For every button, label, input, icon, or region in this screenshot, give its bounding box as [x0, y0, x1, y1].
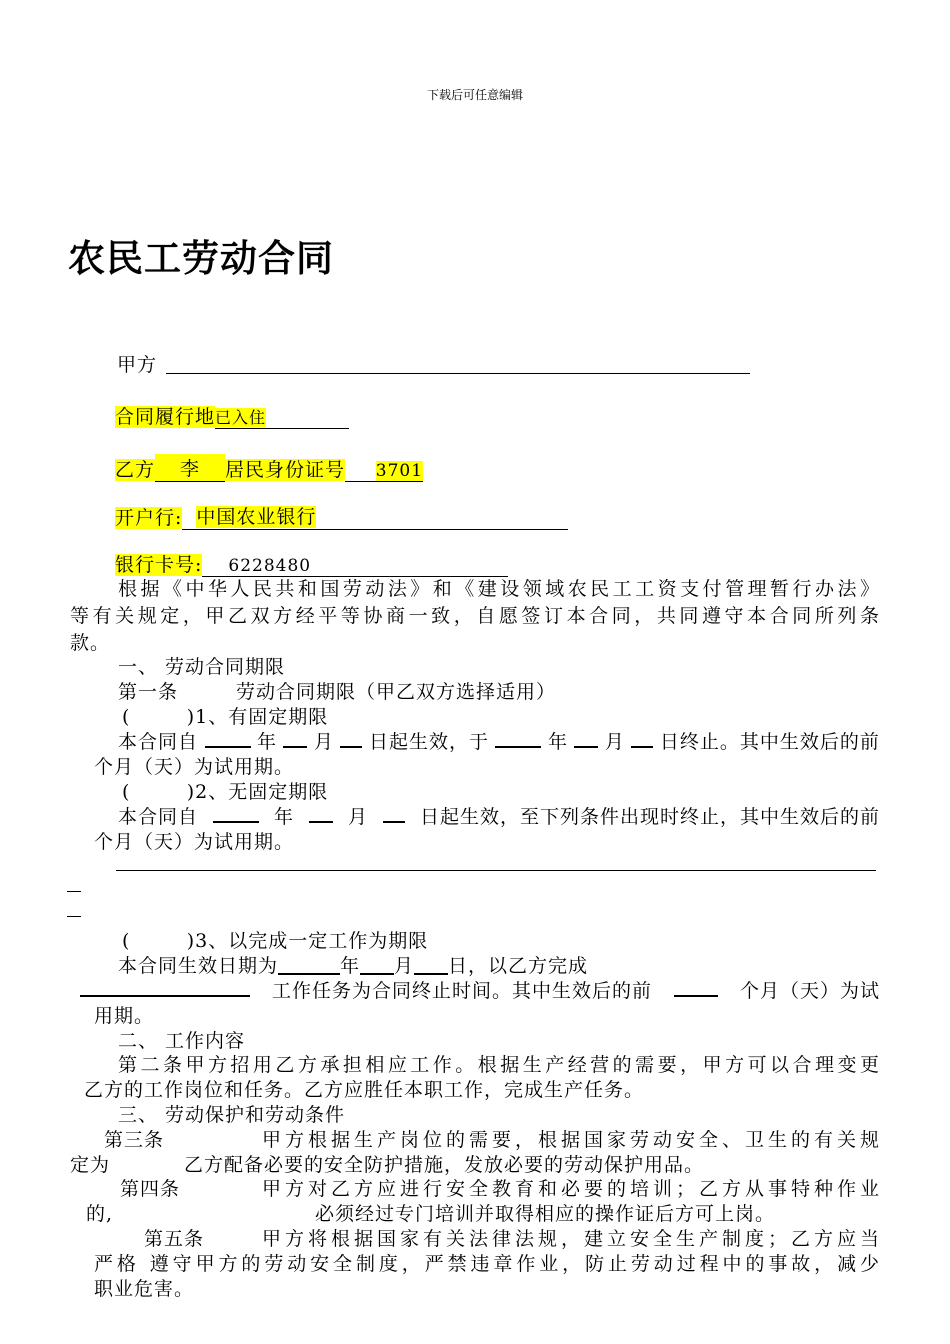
document-title: 农民工劳动合同 — [68, 237, 334, 280]
option-2-checkbox[interactable]: ( ) — [122, 781, 196, 803]
option-1-start-day[interactable] — [340, 727, 362, 748]
article-3-label: 第三条 — [104, 1129, 165, 1151]
article-4-label: 第四条 — [120, 1178, 181, 1200]
place-label: 合同履行地 — [115, 406, 216, 428]
place-value[interactable]: 已入住 — [215, 405, 349, 429]
article-2-line-1: 第二条甲方招用乙方承担相应工作。根据生产经营的需要，甲方可以合理变更 — [118, 1054, 880, 1076]
option-2-dates: 本合同自 年 月 日起生效，至下列条件出现时终止，其中生效后的前 — [118, 802, 880, 829]
bank-row — [115, 502, 568, 530]
bank-label: 开户行: — [115, 507, 183, 529]
id-label: 居民身份证号 — [225, 459, 346, 481]
place-row — [115, 402, 349, 429]
option-3-checkbox[interactable]: ( ) — [122, 930, 196, 952]
article-3-line-1: 甲方根据生产岗位的需要，根据国家劳动安全、卫生的有关规 — [262, 1129, 880, 1151]
option-2-start-year[interactable] — [213, 802, 259, 823]
option-3-day[interactable] — [414, 954, 448, 975]
option-3-dates: 本合同生效日期为 年 月 日，以乙方完成 — [118, 955, 589, 977]
option-1-probation: 个月（天）为试用期。 — [94, 756, 295, 778]
section-2-heading: 二、 工作内容 — [118, 1030, 246, 1052]
intro-line-3: 款。 — [70, 632, 111, 654]
option-2 — [122, 777, 328, 804]
bank-value[interactable]: 中国农业银行 — [182, 502, 568, 530]
option-1-end-day[interactable] — [631, 727, 653, 748]
option-1-end-year[interactable] — [495, 727, 541, 748]
card-row — [115, 550, 508, 577]
section-3-heading: 三、 劳动保护和劳动条件 — [118, 1104, 346, 1126]
option-3-task: 工作任务为合同终止时间。其中生效后的前 个月（天）为试 — [80, 976, 880, 1003]
header-note: 下载后可任意编辑 — [426, 88, 523, 102]
card-value[interactable]: 6228480 — [202, 556, 508, 577]
option-2-start-day[interactable] — [383, 802, 405, 823]
option-3-end: 用期。 — [94, 1005, 155, 1027]
option-2-start-month[interactable] — [309, 802, 333, 823]
party-b-label: 乙方 — [115, 459, 156, 481]
option-1-start-month[interactable] — [283, 727, 307, 748]
article-4-line-2: 的, 必须经过专门培训并取得相应的操作证后方可上岗。 — [86, 1203, 776, 1225]
short-blank-1 — [67, 891, 81, 892]
section-1-heading: 一、 劳动合同期限 — [118, 656, 286, 678]
intro-line-1: 根据《中华人民共和国劳动法》和《建设领域农民工工资支付管理暂行办法》 — [118, 578, 880, 600]
option-2-condition-blank[interactable] — [116, 870, 876, 871]
option-1 — [122, 702, 328, 729]
option-1-text: 1、有固定期限 — [195, 706, 329, 728]
option-3-month[interactable] — [360, 954, 394, 975]
option-3 — [122, 926, 428, 953]
article-1 — [118, 677, 556, 704]
option-3-year[interactable] — [278, 954, 340, 975]
article-1-text: 劳动合同期限（甲乙双方选择适用） — [236, 681, 557, 703]
intro-line-2: 等有关规定，甲乙双方经平等协商一致，自愿签订本合同，共同遵守本合同所列条 — [70, 605, 880, 627]
party-b-name[interactable]: 李 — [155, 454, 225, 482]
article-5-line-3: 职业危害。 — [94, 1278, 195, 1300]
option-1-end-month[interactable] — [574, 727, 598, 748]
option-3-text: 3、以完成一定工作为期限 — [195, 930, 429, 952]
article-1-label: 第一条 — [118, 681, 179, 703]
option-1-checkbox[interactable]: ( ) — [122, 706, 196, 728]
party-a-blank[interactable] — [166, 373, 750, 374]
option-2-text: 2、无固定期限 — [195, 781, 329, 803]
article-5-label: 第五条 — [144, 1228, 205, 1250]
party-b-row — [115, 454, 423, 482]
article-3-line-2: 定为 乙方配备必要的安全防护措施，发放必要的劳动保护用品。 — [70, 1154, 705, 1176]
article-5-line-1: 甲方将根据国家有关法律法规，建立安全生产制度；乙方应当 — [262, 1228, 880, 1250]
option-2-probation: 个月（天）为试用期。 — [94, 831, 295, 853]
short-blank-2 — [67, 916, 81, 917]
card-label: 银行卡号: — [115, 554, 203, 576]
article-4-line-1: 甲方对乙方应进行安全教育和必要的培训；乙方从事特种作业 — [262, 1178, 880, 1200]
article-5-line-2: 严格 遵守甲方的劳动安全制度，严禁违章作业，防止劳动过程中的事故，减少 — [94, 1253, 880, 1275]
option-1-dates: 本合同自 年 月 日起生效，于 年 月 日终止。其中生效后的前 — [118, 727, 880, 754]
party-a-label: 甲方 — [117, 354, 158, 376]
option-1-start-year[interactable] — [205, 727, 251, 748]
option-3-probation-blank[interactable] — [674, 976, 718, 997]
option-3-task-blank[interactable] — [80, 976, 250, 997]
id-value[interactable]: 3701 — [345, 461, 423, 482]
article-2-line-2: 乙方的工作岗位和任务。乙方应胜任本职工作，完成生产任务。 — [84, 1079, 645, 1101]
